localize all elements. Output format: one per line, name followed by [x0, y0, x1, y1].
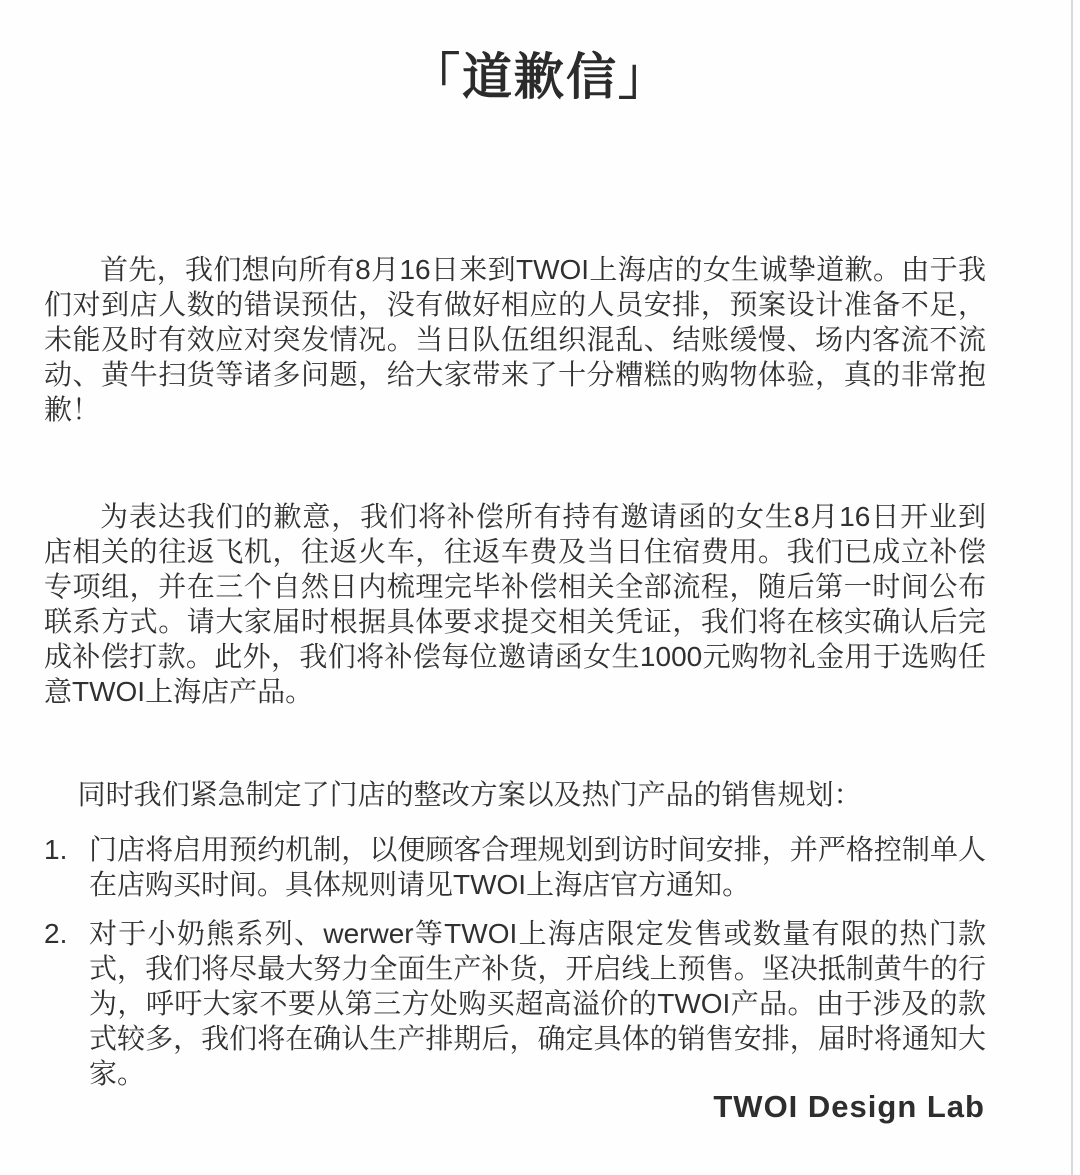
plan-list: [44, 832, 986, 1091]
page-edge-divider: [1071, 0, 1073, 1175]
compensation-paragraph: 为表达我们的歉意，我们将补偿所有持有邀请函的女生8月16日开业到店相关的往返飞机，往返火车，往返车费及当日住宿费用。我们已成立补偿专项组，并在三个自然日内梳理完毕补偿相关全部流程，随后第一时间公布联系方式。请大家届时根据具体要求提交相关凭证，我们将在核实确认后完成补偿打款。此外，我们将补偿每位邀请函女生1000元购物礼金用于选购任意TWOI上海店产品。: [44, 501, 986, 707]
page-title: 「道歉信」: [410, 49, 670, 105]
list-item-number: 1.: [44, 834, 68, 865]
list-item-number: 2.: [44, 918, 68, 949]
list-item-text: 门店将启用预约机制，以便顾客合理规划到访时间安排，并严格控制单人在店购买时间。具体规则请见TWOI上海店官方通知。: [89, 834, 986, 900]
apology-paragraph: 首先，我们想向所有8月16日来到TWOI上海店的女生诚挚道歉。由于我们对到店人数的错误预估，没有做好相应的人员安排，预案设计准备不足，未能及时有效应对突发情况。当日队伍组织混乱、结账缓慢、场内客流不流动、黄牛扫货等诸多问题，给大家带来了十分糟糕的购物体验，真的非常抱歉！: [44, 254, 986, 425]
brand-signature: TWOI Design Lab: [713, 1089, 985, 1124]
plan-intro-line: 同时我们紧急制定了门店的整改方案以及热门产品的销售规划：: [77, 779, 862, 810]
list-item: [44, 832, 986, 902]
list-item-text: 对于小奶熊系列、werwer等TWOI上海店限定发售或数量有限的热门款式，我们将尽最大努力全面生产补货，开启线上预售。坚决抵制黄牛的行为，呼吁大家不要从第三方处购买超高溢价的TWOI产品。由于涉及的款式较多，我们将在确认生产排期后，确定具体的销售安排，届时将通知大家。: [89, 918, 986, 1089]
list-item: [44, 916, 986, 1091]
